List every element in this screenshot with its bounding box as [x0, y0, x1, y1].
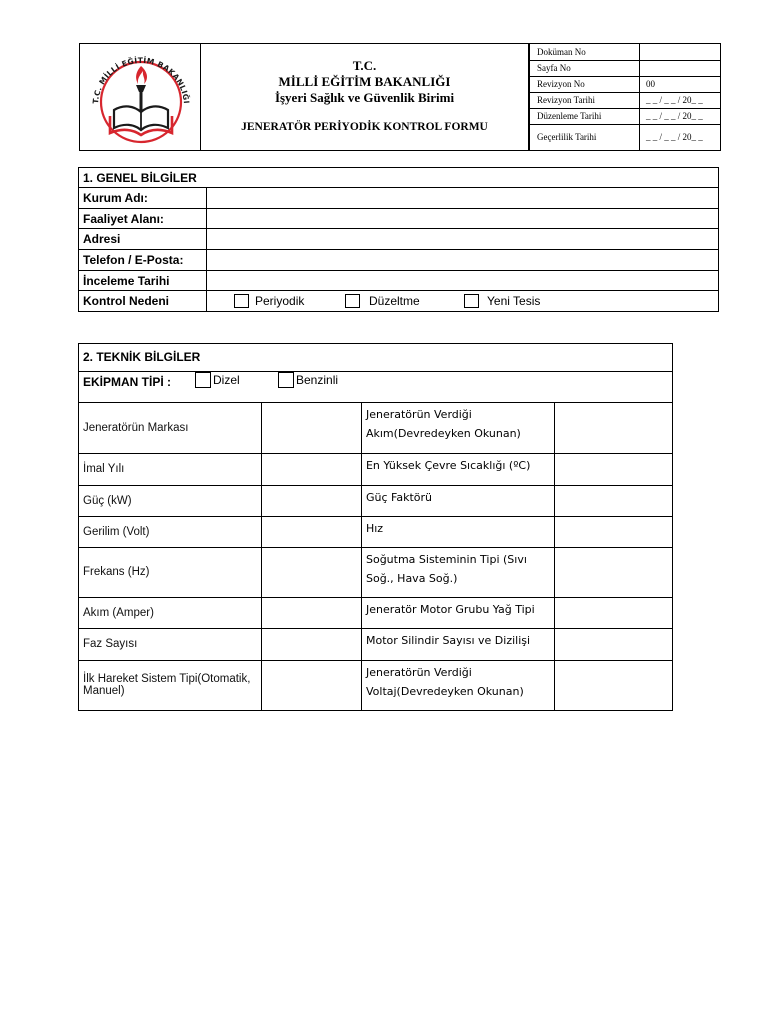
- form-row: [79, 270, 719, 291]
- spec-value-field[interactable]: [262, 547, 362, 597]
- spec-label: Gerilim (Volt): [79, 516, 262, 547]
- meta-label: Revizyon Tarihi: [530, 92, 640, 108]
- spec-label: İlk Hareket Sistem Tipi(Otomatik, Manuel): [79, 660, 262, 710]
- technical-info-section: [78, 343, 673, 711]
- meta-row: [530, 92, 721, 108]
- spec-label: Jeneratörün Verdiği Voltaj(Devredeyken Okunan): [361, 660, 554, 710]
- meta-value[interactable]: 00: [640, 76, 721, 92]
- spec-value-field[interactable]: [554, 660, 672, 710]
- checkbox-box[interactable]: [195, 372, 211, 388]
- spec-label: Motor Silindir Sayısı ve Dizilişi: [361, 628, 554, 660]
- equipment-type-label: EKİPMAN TİPİ :: [83, 375, 172, 389]
- spec-row: [79, 628, 672, 660]
- document-header: [79, 43, 721, 151]
- field-label: Kurum Adı:: [79, 188, 207, 209]
- spec-row: [79, 660, 672, 710]
- form-row: [79, 291, 719, 312]
- spec-label: Jeneratörün Verdiği Akım(Devredeyken Okunan): [361, 403, 554, 453]
- spec-label: Soğutma Sisteminin Tipi (Sıvı Soğ., Hava Soğ.): [361, 547, 554, 597]
- meta-row: [530, 76, 721, 92]
- checkbox-label: Dizel: [213, 373, 240, 387]
- spec-value-field[interactable]: [262, 403, 362, 453]
- field-label: İnceleme Tarihi: [79, 270, 207, 291]
- spec-label: En Yüksek Çevre Sıcaklığı (ºC): [361, 453, 554, 485]
- spec-label: Jeneratörün Markası: [79, 403, 262, 453]
- address-field[interactable]: [207, 229, 719, 250]
- spec-row: [79, 453, 672, 485]
- spec-label: Faz Sayısı: [79, 628, 262, 660]
- checkbox-new-facility[interactable]: [464, 294, 540, 308]
- spec-value-field[interactable]: [554, 403, 672, 453]
- spec-row: [79, 547, 672, 597]
- meta-label: Düzenleme Tarihi: [530, 108, 640, 124]
- checkbox-periodic[interactable]: [234, 294, 304, 308]
- spec-label: Güç (kW): [79, 485, 262, 516]
- header-line-tc: T.C.: [352, 58, 377, 73]
- spec-label: Jeneratör Motor Grubu Yağ Tipi: [361, 597, 554, 628]
- field-label: Adresi: [79, 229, 207, 250]
- meta-row: [530, 124, 721, 150]
- checkbox-correction[interactable]: [345, 294, 420, 308]
- spec-row: [79, 403, 672, 453]
- meta-value[interactable]: [640, 60, 721, 76]
- technical-specs-table: [79, 403, 672, 710]
- meta-label: Doküman No: [530, 44, 640, 60]
- meta-label: Geçerlilik Tarihi: [530, 124, 640, 150]
- checkbox-box[interactable]: [278, 372, 294, 388]
- checkbox-box[interactable]: [345, 294, 360, 308]
- spec-label: Güç Faktörü: [361, 485, 554, 516]
- field-label: Kontrol Nedeni: [79, 291, 207, 312]
- spec-value-field[interactable]: [554, 516, 672, 547]
- meta-label: Sayfa No: [530, 60, 640, 76]
- section-header-row: [79, 168, 719, 188]
- spec-value-field[interactable]: [262, 628, 362, 660]
- document-meta-table: [529, 44, 720, 150]
- spec-label: İmal Yılı: [79, 453, 262, 485]
- spec-row: [79, 597, 672, 628]
- meta-label: Revizyon No: [530, 76, 640, 92]
- form-row: [79, 188, 719, 209]
- checkbox-label: Düzeltme: [369, 294, 420, 309]
- general-info-table: [78, 167, 719, 312]
- checkbox-label: Benzinli: [296, 373, 339, 387]
- field-label: Telefon / E-Posta:: [79, 250, 207, 271]
- equipment-type-row: [79, 372, 672, 403]
- form-row: [79, 250, 719, 271]
- form-row: [79, 208, 719, 229]
- spec-value-field[interactable]: [262, 516, 362, 547]
- header-unit: İşyeri Sağlık ve Güvenlik Birimi: [274, 90, 455, 105]
- spec-value-field[interactable]: [554, 597, 672, 628]
- header-title-block: [201, 44, 529, 150]
- control-reason-options: [207, 291, 719, 312]
- spec-label: Akım (Amper): [79, 597, 262, 628]
- spec-value-field[interactable]: [262, 453, 362, 485]
- logo-cell: [80, 44, 201, 150]
- activity-field[interactable]: [207, 208, 719, 229]
- spec-label: Frekans (Hz): [79, 547, 262, 597]
- meta-value[interactable]: _ _ / _ _ / 20_ _: [640, 92, 721, 108]
- spec-row: [79, 516, 672, 547]
- section-title: 1. GENEL BİLGİLER: [79, 168, 719, 188]
- spec-row: [79, 485, 672, 516]
- checkbox-box[interactable]: [234, 294, 249, 308]
- meta-row: [530, 108, 721, 124]
- section-title: 2. TEKNİK BİLGİLER: [79, 344, 672, 372]
- checkbox-diesel[interactable]: [195, 372, 240, 388]
- inspection-date-field[interactable]: [207, 270, 719, 291]
- meta-row: [530, 44, 721, 60]
- phone-email-field[interactable]: [207, 250, 719, 271]
- field-label: Faaliyet Alanı:: [79, 208, 207, 229]
- header-ministry: MİLLİ EĞİTİM BAKANLIĞI: [278, 74, 451, 89]
- checkbox-gasoline[interactable]: [278, 372, 338, 388]
- ministry-logo: [80, 44, 201, 150]
- spec-value-field[interactable]: [262, 485, 362, 516]
- spec-value-field[interactable]: [262, 660, 362, 710]
- checkbox-label: Yeni Tesis: [487, 294, 541, 309]
- meta-value[interactable]: _ _ / _ _ / 20_ _: [640, 124, 721, 150]
- logo-arc-text: T.C. MİLLİ EĞİTİM BAKANLIĞI: [91, 55, 191, 105]
- spec-value-field[interactable]: [554, 628, 672, 660]
- institution-name-field[interactable]: [207, 188, 719, 209]
- form-row: [79, 229, 719, 250]
- spec-value-field[interactable]: [554, 547, 672, 597]
- spec-value-field[interactable]: [262, 597, 362, 628]
- spec-label: Hız: [361, 516, 554, 547]
- meta-value[interactable]: _ _ / _ _ / 20_ _: [640, 108, 721, 124]
- checkbox-box[interactable]: [464, 294, 479, 308]
- meta-row: [530, 60, 721, 76]
- spec-value-field[interactable]: [554, 453, 672, 485]
- checkbox-label: Periyodik: [255, 294, 305, 309]
- form-title: JENERATÖR PERİYODİK KONTROL FORMU: [241, 121, 488, 133]
- meta-value[interactable]: [640, 44, 721, 60]
- spec-value-field[interactable]: [554, 485, 672, 516]
